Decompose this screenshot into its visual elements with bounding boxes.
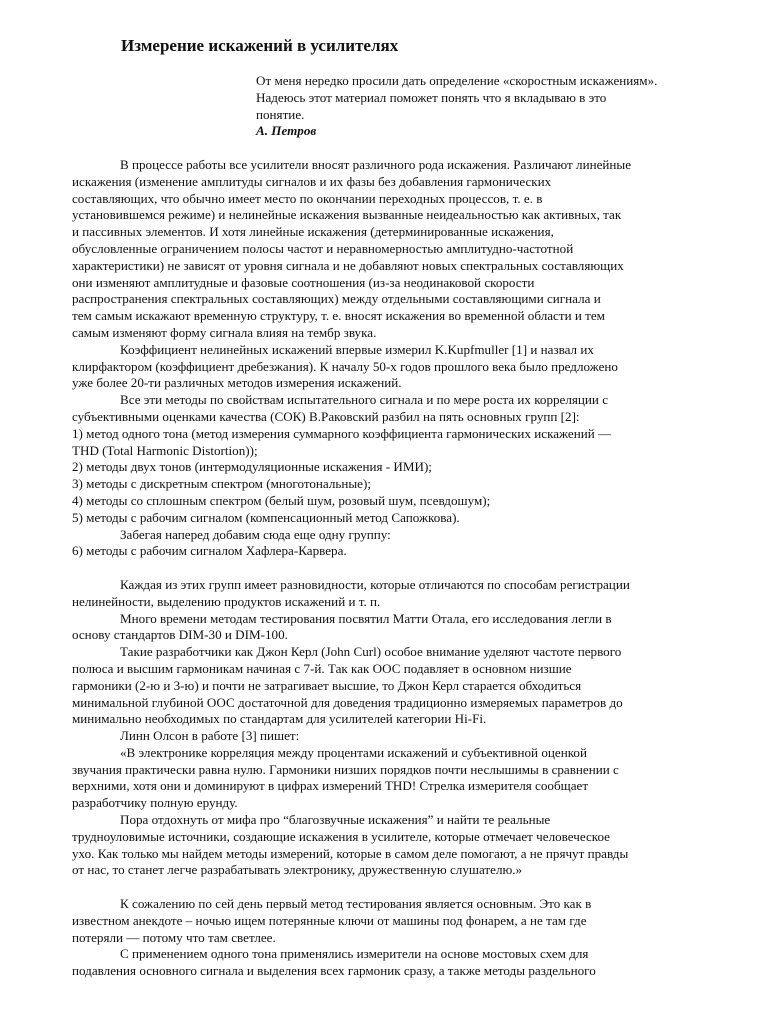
list-item: 3) методы с дискретным спектром (многотональные); xyxy=(72,476,371,492)
quote-line: «В электронике корреляция между процентами искажений и субъективной оценкой xyxy=(120,744,587,760)
list-item: 4) методы со сплошным спектром (белый шум, розовый шум, псевдошум); xyxy=(72,492,491,508)
text-line: Забегая наперед добавим сюда еще одну группу: xyxy=(120,526,391,542)
text-line: и пассивных элементов. И хотя линейные искажения (детерминированные искажения, xyxy=(72,224,554,240)
text-line: составляющих, что обычно имеет место по окончании переходных процессов, т. е. в xyxy=(72,190,543,206)
quote-line: звучания практически равна нулю. Гармоники низших порядков почти неслышимы в сравнении с xyxy=(72,761,619,777)
text-line: К сожалению по сей день первый метод тестирования является основным. Это как в xyxy=(120,896,592,912)
text-line: обусловленные ограничением полосы частот и неравномерностью амплитудно-частотной xyxy=(72,240,574,256)
text-line: Много времени методам тестирования посвятил Матти Отала, его исследования легли в xyxy=(120,610,612,626)
text-line: уже более 20-ти различных методов измерения искажений. xyxy=(72,375,402,391)
epigraph xyxy=(256,73,746,140)
text-line: Каждая из этих групп имеет разновидности, которые отличаются по способам регистрации xyxy=(120,576,630,592)
text-line: самым изменяют форму сигнала влияя на тембр звука. xyxy=(72,324,377,340)
quote-line: верхними, хотя они и доминируют в цифрах измерений THD! Стрелка измерителя сообщает xyxy=(72,778,589,794)
list-item: THD (Total Harmonic Distortion)); xyxy=(72,442,258,458)
article-body xyxy=(72,157,742,980)
paragraph-gap xyxy=(72,879,742,896)
text-line: Такие разработчики как Джон Керл (John Curl) особое внимание уделяют частоте первого xyxy=(120,644,622,660)
list-item: 6) методы с рабочим сигналом Хафлера-Карвера. xyxy=(72,543,347,559)
epigraph-line: понятие. xyxy=(256,106,305,122)
text-line: минимальной глубиной ООС достаточной для доведения традиционно измеряемых параметров до xyxy=(72,694,623,710)
text-line: потеряли — потому что там светлее. xyxy=(72,929,276,945)
paragraph-gap xyxy=(72,560,742,577)
text-line: полюса и высшим гармоникам начиная с 7-й. Так как ООС подавляет в основном низшие xyxy=(72,660,572,676)
document-title: Измерение искажений в усилителях xyxy=(121,36,399,55)
text-line: установившемся режиме) и нелинейные искажения вызванные неидеальностью как активных, так xyxy=(72,207,622,223)
text-line: клирфактором (коэффициент дребезжания). К началу 50-х годов прошлого века было предложено xyxy=(72,358,618,374)
text-line: распространения спектральных составляющих) между отдельными составляющими сигнала и xyxy=(72,291,601,307)
quote-line: ухо. Как только мы найдем методы измерений, которые в самом деле помогают, а не прячут правды xyxy=(72,845,629,861)
text-line: они изменяют амплитудные и фазовые соотношения (из-за неодинаковой скорости xyxy=(72,274,535,290)
quote-line: от нас, то станет легче разрабатывать электронику, дружественную слушателю.» xyxy=(72,862,523,878)
text-line: искажения (изменение амплитуды сигналов и их фазы без добавления гармонических xyxy=(72,173,552,189)
text-line: характеристики) не зависят от уровня сигнала и не добавляют новых спектральных составляющих xyxy=(72,257,624,273)
quote-line: Пора отдохнуть от мифа про “благозвучные искажения” и найти те реальные xyxy=(120,812,551,828)
text-line: нелинейности, выделению продуктов искажений и т. п. xyxy=(72,593,381,609)
text-line: Линн Олсон в работе [3] пишет: xyxy=(120,728,300,744)
text-line: субъективными оценками качества (СОК) В.Раковский разбил на пять основных групп [2]: xyxy=(72,408,580,424)
text-line: основу стандартов DIM-30 и DIM-100. xyxy=(72,627,288,643)
text-line: Коэффициент нелинейных искажений впервые измерил K.Kupfmuller [1] и назвал их xyxy=(120,341,594,357)
text-line: В процессе работы все усилители вносят различного рода искажения. Различают линейные xyxy=(120,157,632,172)
text-line: гармоники (2-ю и 3-ю) и почти не затрагивает высшие, то Джон Керл старается обходиться xyxy=(72,677,582,693)
list-item: 1) метод одного тона (метод измерения суммарного коэффициента гармонических искажений — xyxy=(72,425,612,441)
text-line: минимально необходимых по стандартам для усилителей категории Hi-Fi. xyxy=(72,711,487,727)
text-line: С применением одного тона применялись измерители на основе мостовых схем для xyxy=(120,946,589,962)
text-line: известном анекдоте – ночью ищем потерянные ключи от машины под фонарем, а не там где xyxy=(72,912,587,928)
text-line: подавления основного сигнала и выделения всех гармоник сразу, а также методы раздельного xyxy=(72,963,596,979)
quote-line: разработчику полную ерунду. xyxy=(72,795,238,811)
quote-line: трудноуловимые источники, создающие искажения в усилителе, которые отмечает человеческое xyxy=(72,828,610,844)
epigraph-line: От меня нередко просили дать определение «скоростным искажениям». xyxy=(256,73,658,88)
list-item: 5) методы с рабочим сигналом (компенсационный метод Сапожкова). xyxy=(72,509,460,525)
text-line: Все эти методы по свойствам испытательного сигнала и по мере роста их корреляции с xyxy=(120,392,609,408)
epigraph-author: А. Петров xyxy=(256,123,317,139)
epigraph-line: Надеюсь этот материал поможет понять что я вкладываю в это xyxy=(256,89,607,105)
text-line: тем самым искажают временную структуру, т. е. вносят искажения во временной области и тем xyxy=(72,308,605,324)
list-item: 2) методы двух тонов (интермодуляционные искажения - ИМИ); xyxy=(72,459,432,475)
